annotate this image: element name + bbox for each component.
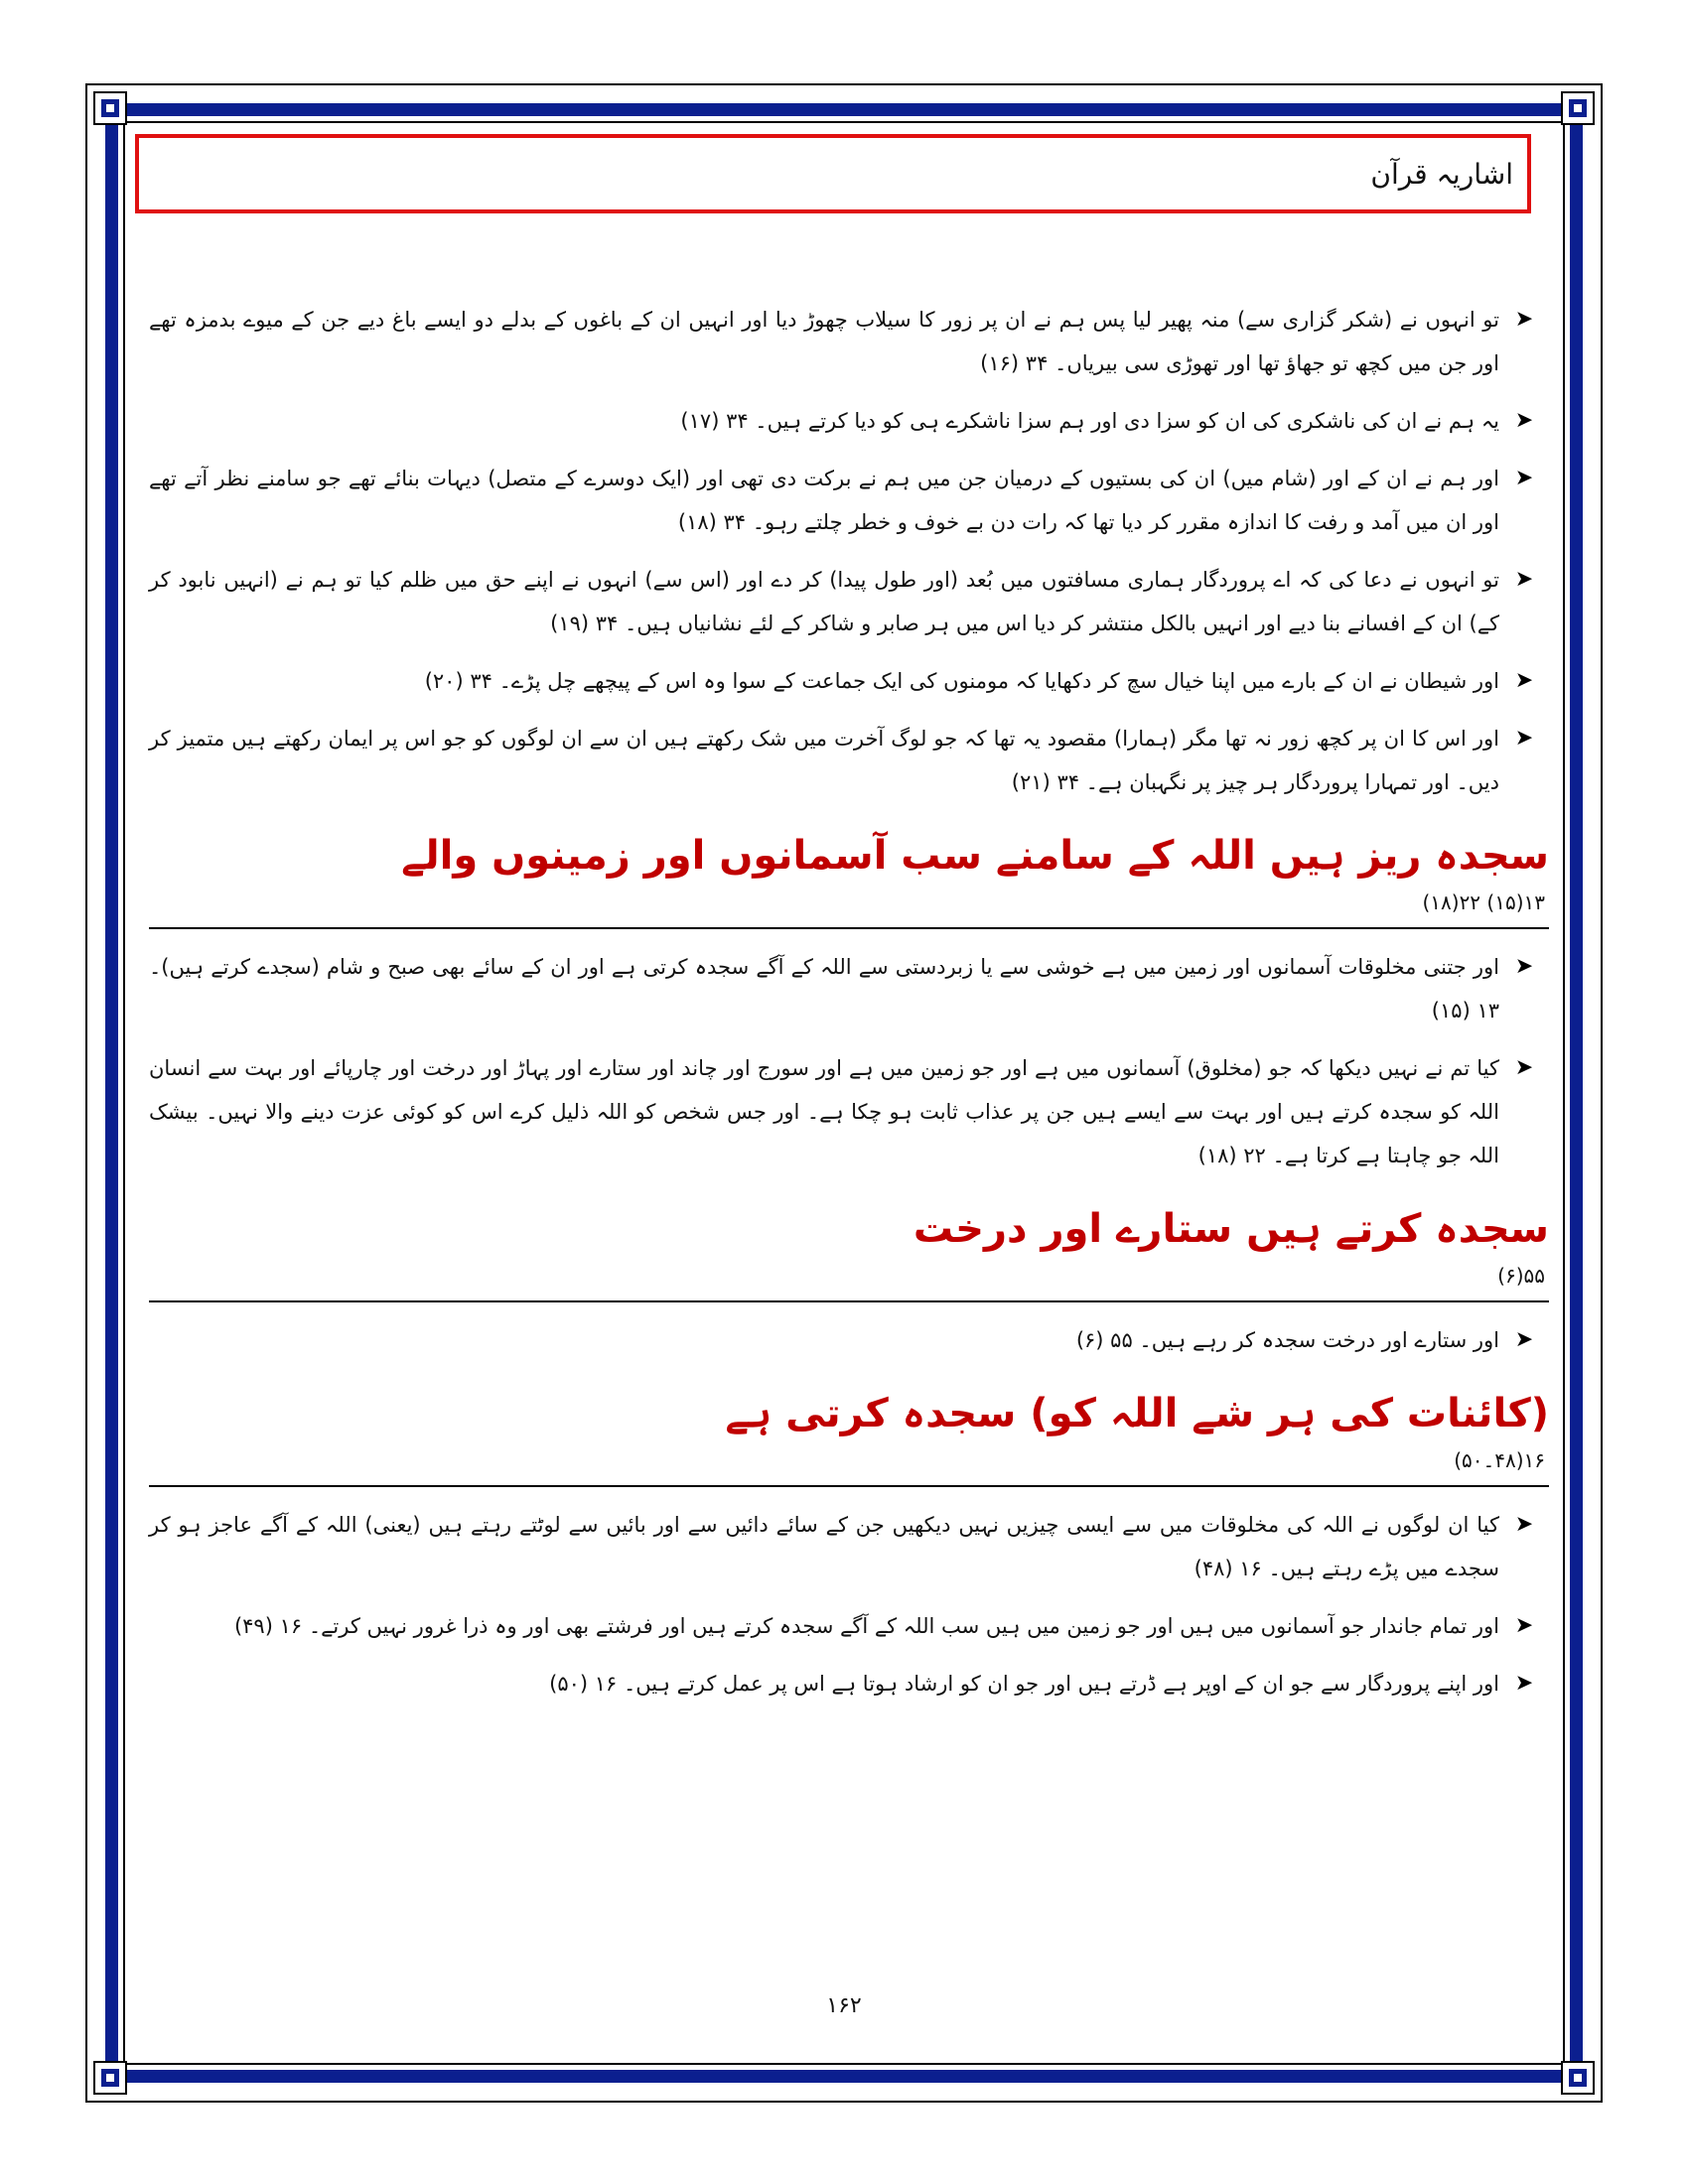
list-item <box>149 945 1549 1032</box>
list-item <box>149 717 1549 804</box>
arrow-bullet-icon: ➤ <box>1514 1055 1534 1080</box>
arrow-bullet-icon: ➤ <box>1514 1613 1534 1638</box>
verse-text: اور اس کا ان پر کچھ زور نہ تھا مگر (ہمارا) مقصود یہ تھا کہ جو لوگ آخرت میں شک رکھتے ہیں ان سے ان لوگوں کو جو اس پر ایمان رکھتے ہیں متمیز کر دیں۔ اور تمہارا پروردگار ہر چیز پر نگہبان ہے۔ ۳۴ (۲۱) <box>149 727 1499 794</box>
list-item <box>149 1318 1549 1362</box>
arrow-bullet-icon: ➤ <box>1514 668 1534 693</box>
arrow-bullet-icon: ➤ <box>1514 1327 1534 1352</box>
frame-corner-ornament <box>93 91 127 125</box>
arrow-bullet-icon: ➤ <box>1514 1671 1534 1696</box>
section-reference: ۱۳(۱۵) ۲۲(۱۸) <box>1422 890 1545 914</box>
verse-text: تو انہوں نے دعا کی کہ اے پروردگار ہماری مسافتوں میں بُعد (اور طول پیدا) کر دے اور (اس سے) انہوں نے اپنے حق میں ظلم کیا تو ہم نے (انہیں نابود کر کے) ان کے افسانے بنا دیے اور انہیں بالکل منتشر کر دیا اس میں ہر صابر و شاکر کے لئے نشانیاں ہیں۔ ۳۴ (۱۹) <box>149 568 1499 635</box>
verse-text: کیا تم نے نہیں دیکھا کہ جو (مخلوق) آسمانوں میں ہے اور جو زمین میں ہے اور سورج اور چاند اور ستارے اور پہاڑ اور درخت اور چارپائے اور بہت سے انسان اللہ کو سجدہ کرتے ہیں اور بہت سے ایسے ہیں جن پر عذاب ثابت ہو چکا ہے۔ اور جس شخص کو اللہ ذلیل کرے اس کو کوئی عزت دینے والا نہیں۔ بیشک اللہ جو چاہتا ہے کرتا ہے۔ ۲۲ (۱۸) <box>149 1056 1499 1167</box>
list-item <box>149 1662 1549 1706</box>
list-item <box>149 1604 1549 1648</box>
verse-text: اور اپنے پروردگار سے جو ان کے اوپر ہے ڈرتے ہیں اور جو ان کو ارشاد ہوتا ہے اس پر عمل کرتے ہیں۔ ۱۶ (۵۰) <box>549 1672 1499 1696</box>
verse-text: یہ ہم نے ان کی ناشکری کی ان کو سزا دی اور ہم سزا ناشکرے ہی کو دیا کرتے ہیں۔ ۳۴ (۱۷) <box>680 409 1499 433</box>
list-item <box>149 1503 1549 1590</box>
list-item <box>149 1046 1549 1177</box>
verse-text: اور جتنی مخلوقات آسمانوں اور زمین میں ہے خوشی سے یا زبردستی سے اللہ کے آگے سجدہ کرتی ہے اور ان کے سائے بھی صبح و شام (سجدے کرتے ہیں)۔ ۱۳ (۱۵) <box>149 955 1499 1023</box>
section-title: سجدہ ریز ہیں اللہ کے سامنے سب آسمانوں اور زمینوں والے <box>401 833 1549 879</box>
arrow-bullet-icon: ➤ <box>1514 408 1534 433</box>
header-title: اشاریہ قرآن <box>1370 157 1513 191</box>
page-content <box>149 298 1549 1719</box>
arrow-bullet-icon: ➤ <box>1514 726 1534 751</box>
arrow-bullet-icon: ➤ <box>1514 307 1534 332</box>
verse-text: کیا ان لوگوں نے اللہ کی مخلوقات میں سے ایسی چیزیں نہیں دیکھیں جن کے سائے دائیں سے اور بائیں سے لوٹتے رہتے ہیں (یعنی) اللہ کے آگے عاجز ہو کر سجدے میں پڑے رہتے ہیں۔ ۱۶ (۴۸) <box>149 1513 1499 1580</box>
arrow-bullet-icon: ➤ <box>1514 1512 1534 1537</box>
section <box>149 826 1549 1177</box>
page-number: ۱۶۲ <box>826 1993 862 2018</box>
list-item <box>149 399 1549 443</box>
frame-corner-ornament <box>1561 2061 1595 2095</box>
list-item <box>149 558 1549 645</box>
section-title: سجدہ کرتے ہیں ستارے اور درخت <box>913 1206 1549 1252</box>
verse-text: اور تمام جاندار جو آسمانوں میں ہیں اور جو زمین میں ہیں سب اللہ کے آگے سجدہ کرتے ہیں اور فرشتے بھی اور وہ ذرا غرور نہیں کرتے۔ ۱۶ (۴۹) <box>233 1614 1499 1638</box>
list-item <box>149 457 1549 544</box>
section <box>149 1384 1549 1706</box>
section-divider <box>149 1485 1549 1487</box>
section <box>149 1199 1549 1362</box>
arrow-bullet-icon: ➤ <box>1514 567 1534 592</box>
list-item <box>149 659 1549 703</box>
section-reference: ۱۶(۴۸۔۵۰) <box>1454 1448 1545 1472</box>
section-divider <box>149 927 1549 929</box>
list-item <box>149 298 1549 385</box>
section-title: (کائنات کی ہر شے اللہ کو) سجدہ کرتی ہے <box>725 1391 1549 1436</box>
frame-corner-ornament <box>93 2061 127 2095</box>
section-reference: ۵۵(۶) <box>1497 1264 1545 1288</box>
verse-text: اور ہم نے ان کے اور (شام میں) ان کی بستیوں کے درمیان جن میں ہم نے برکت دی تھی اور (ایک دوسرے کے متصل) دیہات بنائے تھے جو سامنے نظر آتے تھے اور ان میں آمد و رفت کا اندازہ مقرر کر دیا تھا کہ رات دن بے خوف و خطر چلتے رہو۔ ۳۴ (۱۸) <box>149 467 1499 534</box>
frame-corner-ornament <box>1561 91 1595 125</box>
top-list <box>149 298 1549 804</box>
header-box <box>135 134 1531 213</box>
verse-text: تو انہوں نے (شکر گزاری سے) منہ پھیر لیا پس ہم نے ان پر زور کا سیلاب چھوڑ دیا اور انہیں ان کے باغوں کے بدلے دو ایسے باغ دیے جن کے میوے بدمزہ تھے اور جن میں کچھ تو جھاؤ تھا اور تھوڑی سی بیریاں۔ ۳۴ (۱۶) <box>149 308 1499 375</box>
section-divider <box>149 1300 1549 1302</box>
verse-text: اور شیطان نے ان کے بارے میں اپنا خیال سچ کر دکھایا کہ مومنوں کی ایک جماعت کے سوا وہ اس کے پیچھے چل پڑے۔ ۳۴ (۲۰) <box>424 669 1499 693</box>
arrow-bullet-icon: ➤ <box>1514 466 1534 490</box>
arrow-bullet-icon: ➤ <box>1514 954 1534 979</box>
verse-text: اور ستارے اور درخت سجدہ کر رہے ہیں۔ ۵۵ (۶) <box>1075 1328 1499 1352</box>
